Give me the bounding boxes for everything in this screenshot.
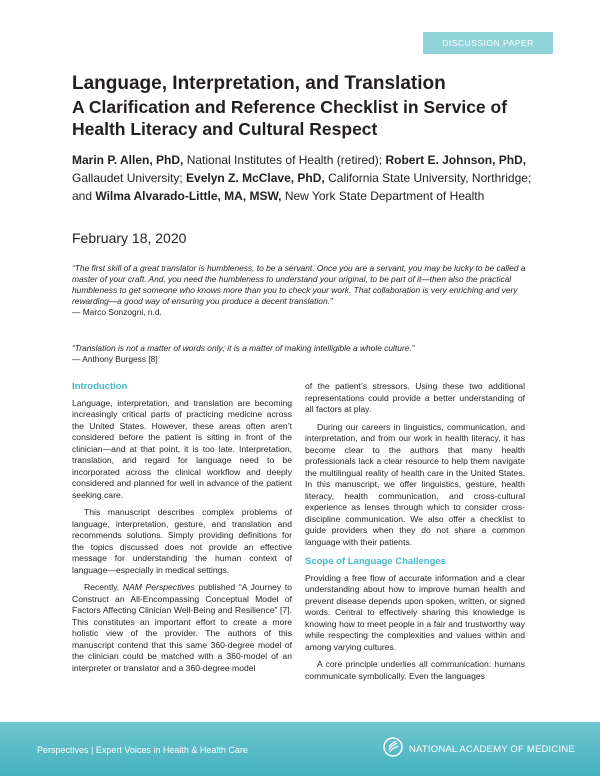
- author-affiliation: Gallaudet University;: [72, 171, 187, 185]
- nam-logo: [383, 737, 575, 762]
- section-heading-introduction: Introduction: [72, 381, 128, 392]
- author-affiliation: New York State Department of Health: [281, 189, 485, 203]
- logo-text: NATIONAL ACADEMY OF MEDICINE: [409, 744, 575, 755]
- text-run: published “A Journey to Construct an All-Encompassing Conceptual Model of Factors Affecting Clinician Well-Being and Resilience” [7]. This constitutes an important effort to create a more holistic view of the provider. The authors of this manuscript contend that this same 360-degree model of the clinician could be matched with a 360-model of an interpreter or translator and a 360-degree model: [72, 582, 292, 673]
- author-name: Marin P. Allen, PhD,: [72, 153, 184, 167]
- left-column: [72, 381, 292, 674]
- author-affiliation: California State University, Northridge; and: [72, 171, 532, 203]
- body-paragraph: This manuscript describes complex problems of language, interpretation, gesture, and translation and recommends solutions. Simply providing definitions for the topics discussed does not provide an effective message for understanding the human context of language—especially in medical settings.: [72, 507, 292, 575]
- epigraph-quote: [72, 263, 532, 318]
- journal-name: NAM Perspectives: [122, 582, 195, 592]
- body-paragraph: Language, interpretation, and translation are becoming increasingly critical parts of practicing medicine across the United States. However, these areas often aren’t considered before the patient is sitting in front of the clinician—and at that point, it is too late. Interpretation, translation, and regard for language need to be incorporated across the clinical workflow and deeply considered and planned for well in advance of the patient seeking care.: [72, 397, 292, 500]
- author-list: [72, 151, 542, 205]
- publication-date: February 18, 2020: [72, 230, 187, 246]
- author-name: Evelyn Z. McClave, PhD,: [186, 171, 325, 185]
- section-heading-scope: Scope of Language Challenges: [305, 556, 446, 567]
- quote-attribution: — Marco Sonzogni, n.d.: [72, 307, 162, 317]
- body-paragraph: of the patient’s stressors. Using these two additional representations could provide a better understanding of all factors at play.: [305, 381, 525, 414]
- paper-subtitle: A Clarification and Reference Checklist in Service of Health Literacy and Cultural Respect: [72, 97, 508, 139]
- right-column: [305, 381, 525, 682]
- body-paragraph: During our careers in linguistics, communication, and interpretation, and from our work in health literacy, it has become clear to the authors that many health professionals lack a clear resource to help them navigate the multilingual reality of health care in the United States. In this manuscript, we offer linguistics, gesture, health literacy, health communication, and cross-cultural experience as lenses through which to consider cross-discipline communication. We also offer a checklist to guide providers when they do not share a common language with their patients.: [305, 421, 525, 547]
- quote-text: “Translation is not a matter of words only; it is a matter of making intelligible a whole culture.”: [72, 343, 415, 353]
- author-name: Robert E. Johnson, PhD,: [385, 153, 527, 167]
- paper-title: Language, Interpretation, and Translation: [72, 73, 446, 94]
- author-name: Wilma Alvarado-Little, MA, MSW,: [95, 189, 282, 203]
- page-footer: [0, 722, 600, 776]
- epigraph-quote: [72, 343, 532, 365]
- body-paragraph: [72, 582, 292, 674]
- body-paragraph: Providing a free flow of accurate information and a clear understanding about how to improve human health and prevent disease depends upon spoken, written, or signed words. Central to effectively sharing this knowledge is knowing how to meet people in a fair and trustworthy way while respecting the complexities and values within and among varying cultures.: [305, 572, 525, 652]
- quote-text: “The first skill of a great translator is humbleness, to be a servant. Once you are a servant, you may be lucky to be called a master of your craft. And, you need the humbleness to understand your original, to be part of it—then also the practical humbleness to get someone who knows more than you to check your work. That collaboration is very enriching and very rewarding—a good way of ensuring you produce a decent translation.”: [72, 263, 526, 306]
- quote-attribution: — Anthony Burgess [8]: [72, 354, 158, 364]
- nam-seal-icon: [383, 737, 403, 762]
- footer-series-text: Perspectives | Expert Voices in Health & Health Care: [37, 745, 248, 755]
- author-affiliation: National Institutes of Health (retired);: [183, 153, 386, 167]
- discussion-paper-badge: DISCUSSION PAPER: [423, 32, 553, 54]
- text-run: Recently,: [84, 582, 123, 592]
- body-paragraph: A core principle underlies all communication: humans communicate symbolically. Even the languages: [305, 659, 525, 681]
